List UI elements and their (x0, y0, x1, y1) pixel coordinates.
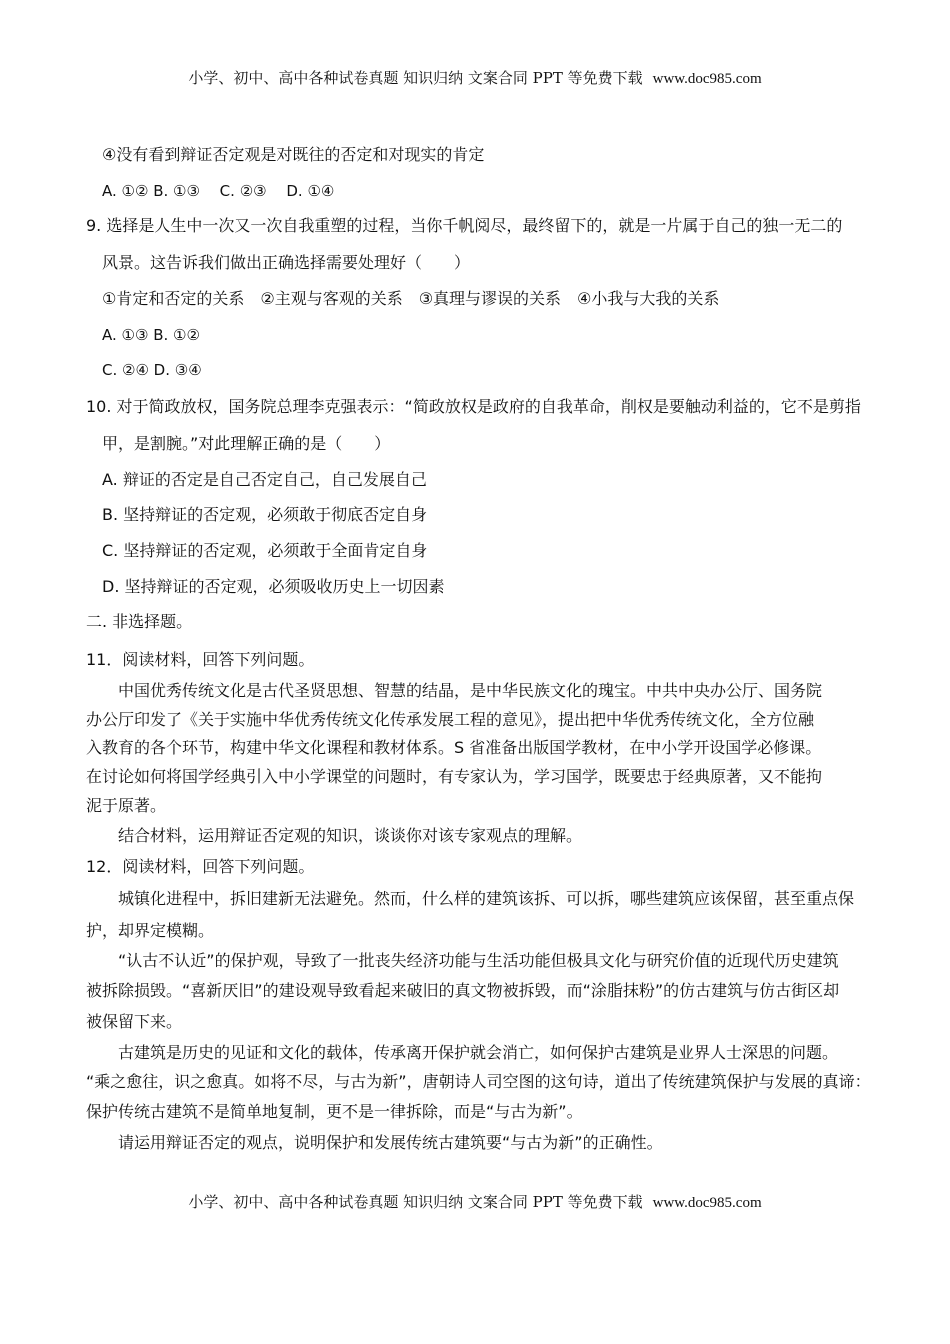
q12-p1-line-2: 护，却界定模糊。 (86, 921, 215, 940)
q11-material-line-4: 在讨论如何将国学经典引入中小学课堂的问题时，有专家认为，学习国学，既要忠于经典原著，又不能拘 (86, 767, 823, 786)
q9-items: ①肯定和否定的关系 ②主观与客观的关系 ③真理与谬误的关系 ④小我与大我的关系 (102, 289, 720, 308)
q9-stem-line-1: 9. 选择是人生中一次又一次自我重塑的过程，当你千帆阅尽，最终留下的，就是一片属于自己的独一无二的 (86, 216, 843, 235)
q9-stem-line-2: 风景。这告诉我们做出正确选择需要处理好（ ） (102, 253, 471, 272)
q10-stem-line-2: 甲，是割腕。”对此理解正确的是（ ） (102, 434, 391, 453)
q12-p3-line-2: “乘之愈往，识之愈真。如将不尽，与古为新”，唐朝诗人司空图的这句诗，道出了传统建筑保护与发展的真谛： (86, 1072, 871, 1091)
q12-task: 请运用辩证否定的观点，说明保护和发展传统古建筑要“与古为新”的正确性。 (118, 1133, 663, 1152)
q12-title: 12．阅读材料，回答下列问题。 (86, 857, 315, 876)
q10-option-b: B. 坚持辩证的否定观，必须敢于彻底否定自身 (102, 505, 428, 524)
page-footer (0, 1191, 950, 1212)
q10-option-a: A. 辩证的否定是自己否定自己，自己发展自己 (102, 470, 427, 489)
q8-item-4: ④没有看到辩证否定观是对既往的否定和对现实的肯定 (102, 145, 485, 164)
footer-text: 小学、初中、高中各种试卷真题 知识归纳 文案合同 PPT 等免费下载 (188, 1193, 643, 1211)
q12-p2-line-1: “认古不认近”的保护观，导致了一批丧失经济功能与生活功能但极具文化与研究价值的近现代历史建筑 (118, 951, 839, 970)
q12-p1-line-1: 城镇化进程中，拆旧建新无法避免。然而，什么样的建筑该拆、可以拆，哪些建筑应该保留，甚至重点保 (118, 889, 855, 908)
q11-task: 结合材料，运用辩证否定观的知识，谈谈你对该专家观点的理解。 (118, 826, 583, 845)
q11-material-line-5: 泥于原著。 (86, 796, 167, 815)
q10-option-d: D. 坚持辩证的否定观，必须吸收历史上一切因素 (102, 577, 445, 596)
q8-options: A. ①② B. ①③ C. ②③ D. ①④ (102, 182, 335, 200)
q10-option-c: C. 坚持辩证的否定观，必须敢于全面肯定自身 (102, 541, 428, 560)
footer-url[interactable]: www.doc985.com (652, 1195, 762, 1211)
q11-material-line-2: 办公厅印发了《关于实施中华优秀传统文化传承发展工程的意见》，提出把中华优秀传统文化，全方位融 (86, 710, 815, 729)
page-header (0, 67, 950, 88)
q10-stem-line-1: 10. 对于简政放权，国务院总理李克强表示：“简政放权是政府的自我革命，削权是要触动利益的，它不是剪指 (86, 397, 861, 416)
q11-material-line-1: 中国优秀传统文化是古代圣贤思想、智慧的结晶，是中华民族文化的瑰宝。中共中央办公厅、国务院 (118, 681, 823, 700)
q12-p2-line-2: 被拆除损毁。“喜新厌旧”的建设观导致看起来破旧的真文物被拆毁，而“涂脂抹粉”的仿古建筑与仿古街区却 (86, 981, 840, 1000)
q12-p3-line-3: 保护传统古建筑不是简单地复制，更不是一律拆除，而是“与古为新”。 (86, 1102, 583, 1121)
section-2-title: 二. 非选择题。 (86, 612, 193, 631)
q12-p3-line-1: 古建筑是历史的见证和文化的载体，传承离开保护就会消亡，如何保护古建筑是业界人士深思的问题。 (118, 1043, 839, 1062)
q9-options-2: C. ②④ D. ③④ (102, 361, 202, 379)
q11-material-line-3: 入教育的各个环节，构建中华文化课程和教材体系。S 省准备出版国学教材，在中小学开设国学必修课。 (86, 738, 822, 757)
q9-options-1: A. ①③ B. ①② (102, 326, 200, 344)
header-url[interactable]: www.doc985.com (652, 71, 762, 87)
q11-title: 11．阅读材料，回答下列问题。 (86, 650, 315, 669)
q12-p2-line-3: 被保留下来。 (86, 1012, 183, 1031)
header-text: 小学、初中、高中各种试卷真题 知识归纳 文案合同 PPT 等免费下载 (188, 69, 643, 87)
